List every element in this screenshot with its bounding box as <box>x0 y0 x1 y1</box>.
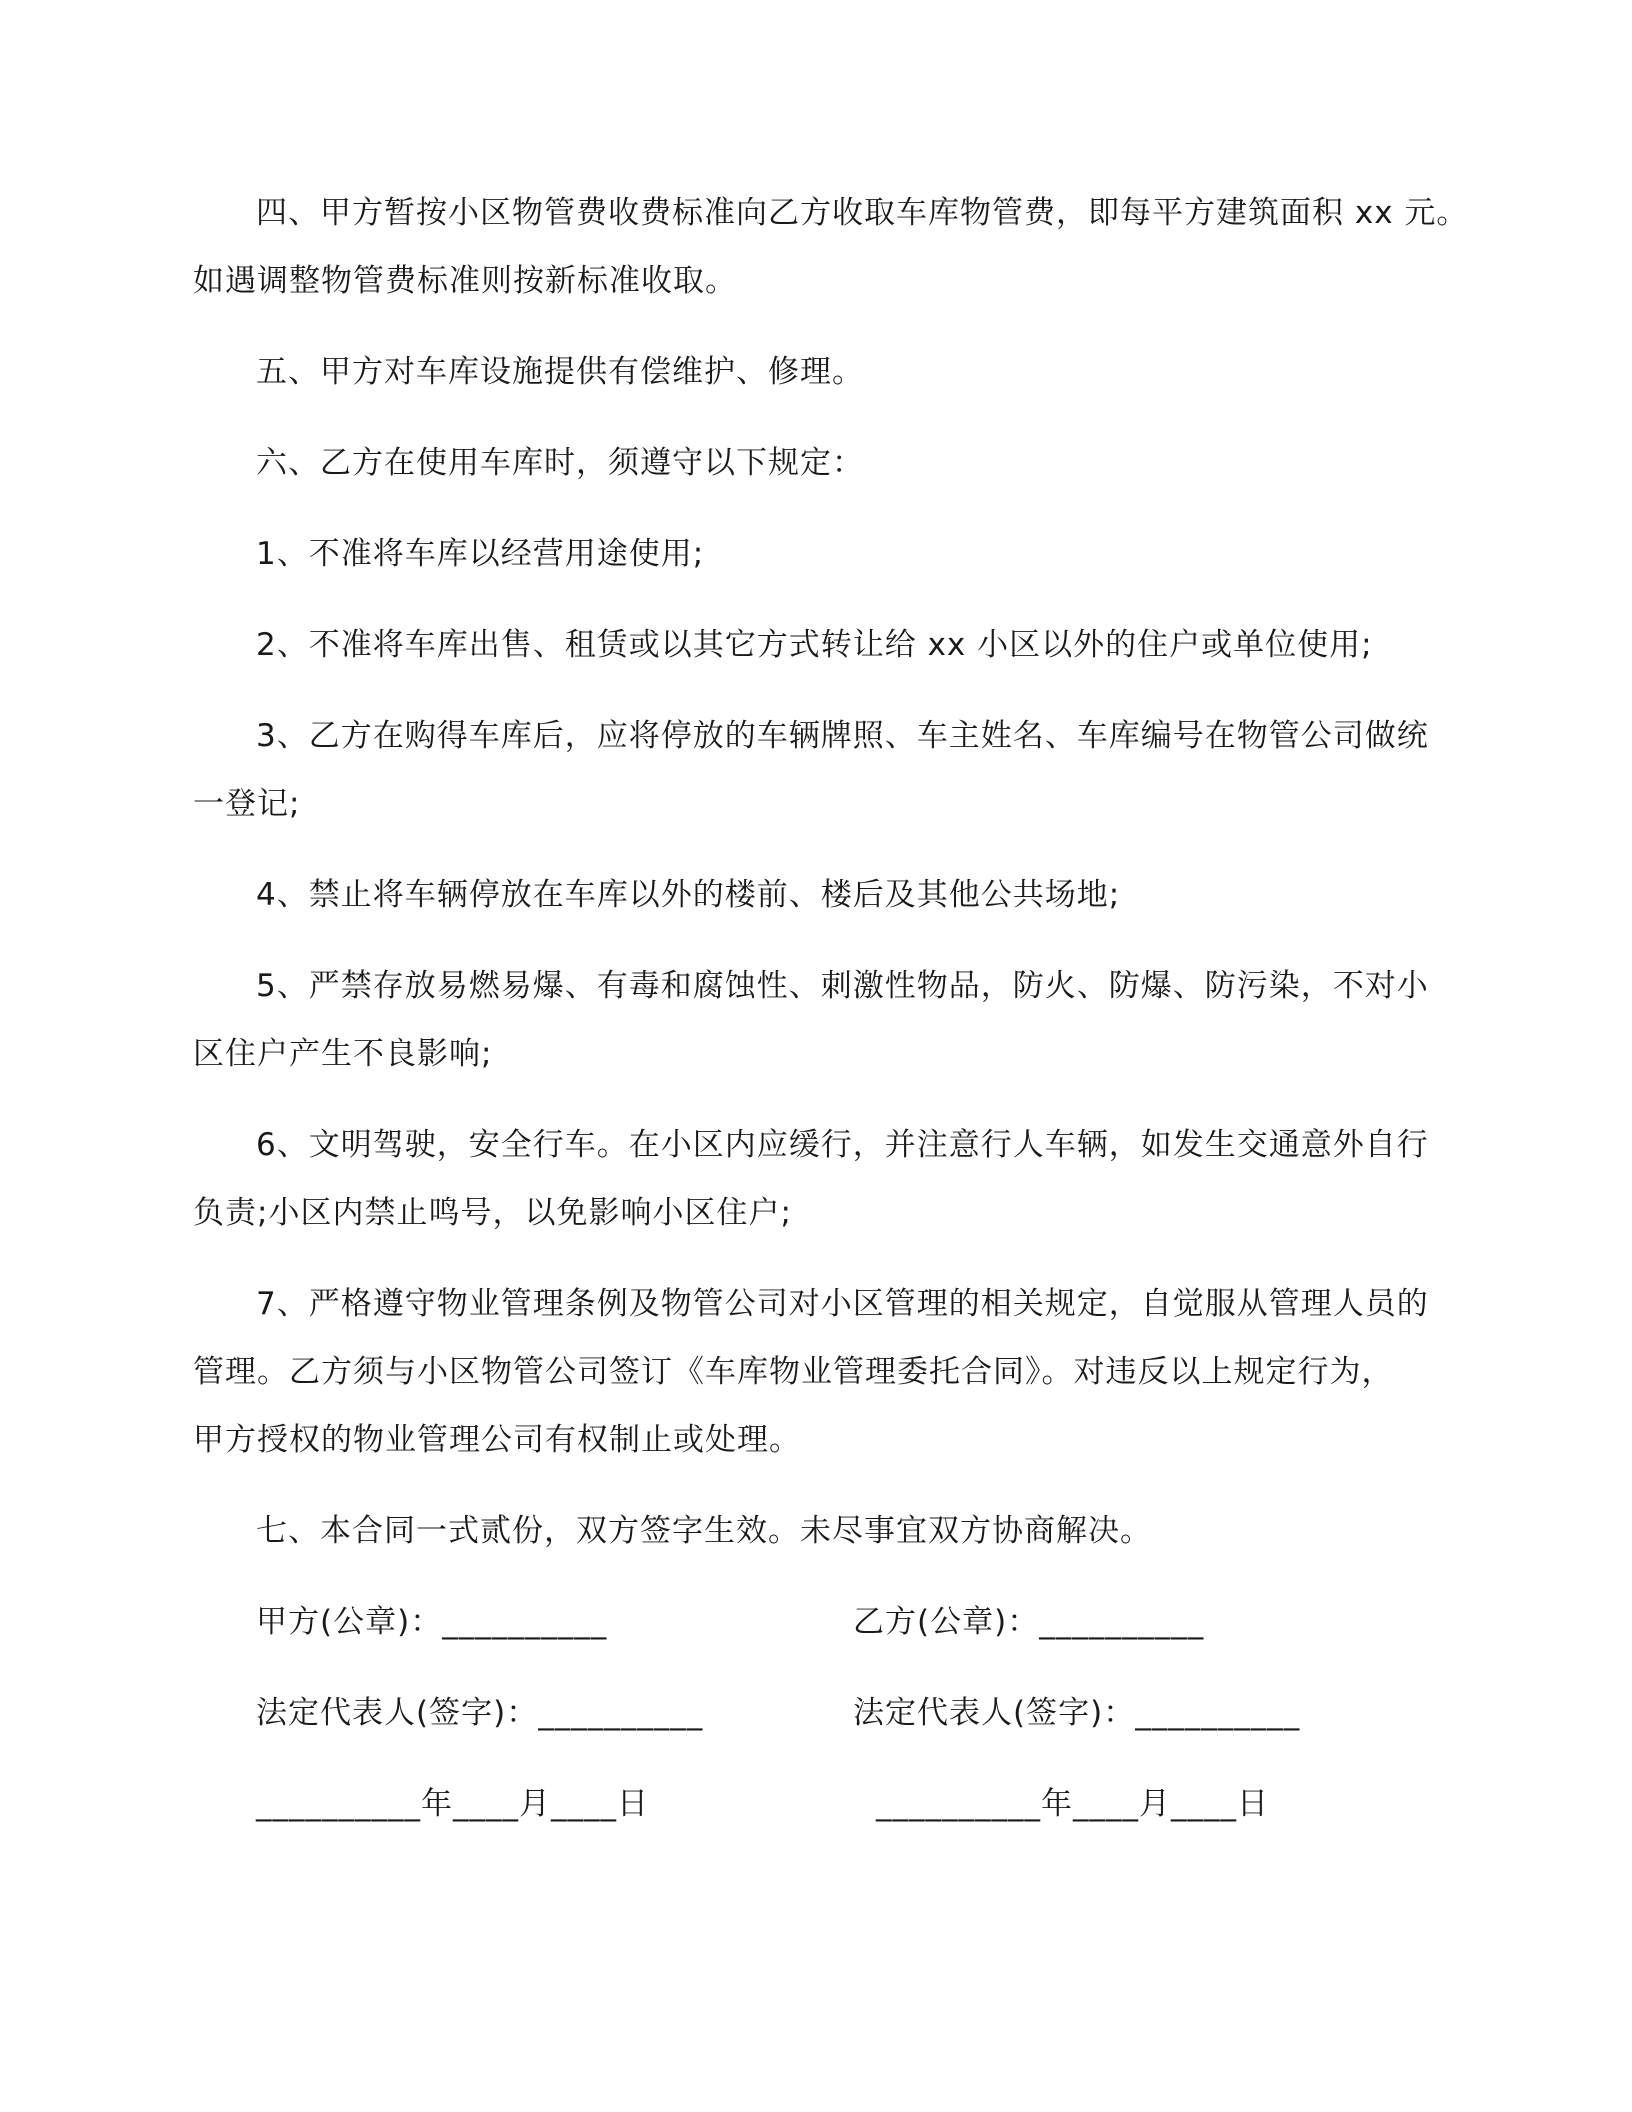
rule-2: 2、不准将车库出售、租赁或以其它方式转让给 xx 小区以外的住户或单位使用; <box>256 627 1373 663</box>
clause-4-line-2: 如遇调整物管费标准则按新标准收取。 <box>193 263 737 299</box>
rule-1: 1、不准将车库以经营用途使用; <box>256 536 705 572</box>
rule-6-line-2: 负责;小区内禁止鸣号，以免影响小区住户; <box>193 1195 792 1231</box>
rule-7-line-3: 甲方授权的物业管理公司有权制止或处理。 <box>193 1422 801 1458</box>
clause-5: 五、甲方对车库设施提供有偿维护、修理。 <box>256 354 864 390</box>
rule-3-line-1: 3、乙方在购得车库后，应将停放的车辆牌照、车主姓名、车库编号在物管公司做统 <box>256 718 1429 754</box>
rule-5-line-1: 5、严禁存放易燃易爆、有毒和腐蚀性、刺激性物品，防火、防爆、防污染，不对小 <box>256 968 1429 1004</box>
party-b-representative-field: 法定代表人(签字)：__________ <box>853 1695 1301 1731</box>
rule-5-line-2: 区住户产生不良影响; <box>193 1036 493 1072</box>
rule-7-line-2: 管理。乙方须与小区物管公司签订《车库物业管理委托合同》。对违反以上规定行为， <box>193 1354 1394 1390</box>
party-a-seal-field: 甲方(公章)：__________ <box>256 1604 608 1640</box>
rule-3-line-2: 一登记; <box>193 786 301 822</box>
party-b-date-field: __________年____月____日 <box>876 1786 1269 1822</box>
party-b-seal-field: 乙方(公章)：__________ <box>853 1604 1205 1640</box>
rule-6-line-1: 6、文明驾驶，安全行车。在小区内应缓行，并注意行人车辆，如发生交通意外自行 <box>256 1127 1429 1163</box>
clause-7: 七、本合同一式贰份，双方签字生效。未尽事宜双方协商解决。 <box>256 1513 1152 1549</box>
clause-4-line-1: 四、甲方暂按小区物管费收费标准向乙方收取车库物管费，即每平方建筑面积 xx 元。 <box>256 195 1469 231</box>
party-a-date-field: __________年____月____日 <box>256 1786 649 1822</box>
party-a-representative-field: 法定代表人(签字)：__________ <box>256 1695 704 1731</box>
rule-4: 4、禁止将车辆停放在车库以外的楼前、楼后及其他公共场地; <box>256 877 1121 913</box>
rule-7-line-1: 7、严格遵守物业管理条例及物管公司对小区管理的相关规定，自觉服从管理人员的 <box>256 1286 1429 1322</box>
clause-6: 六、乙方在使用车库时，须遵守以下规定： <box>256 445 864 481</box>
